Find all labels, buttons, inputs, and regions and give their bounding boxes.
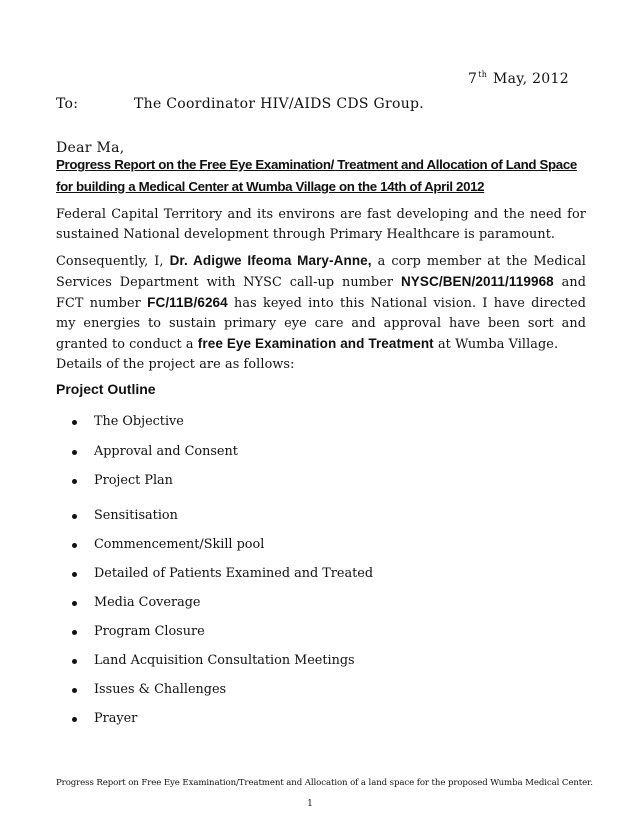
p2-text-c: and FCT number bbox=[56, 275, 587, 311]
date-day: 7 bbox=[468, 71, 478, 87]
callup-number: NYSC/BEN/2011/119968 bbox=[400, 274, 554, 289]
bullet-icon bbox=[72, 717, 77, 722]
recipient: The Coordinator HIV/AIDS CDS Group. bbox=[134, 96, 425, 112]
paragraph-introduction-of-doctor bbox=[56, 251, 586, 355]
list-item-text: Program Closure bbox=[94, 624, 205, 639]
list-item-text: Media Coverage bbox=[94, 595, 201, 610]
fct-number: FC/11B/6264 bbox=[147, 295, 228, 310]
paragraph-intro: Federal Capital Territory and its environs are fast developing and the need for sustained National development through Primary Healthcare is paramount. bbox=[56, 207, 586, 242]
letter-date bbox=[468, 70, 569, 87]
bullet-icon bbox=[72, 450, 77, 455]
project-outline-heading: Project Outline bbox=[56, 381, 156, 397]
list-item-text: Sensitisation bbox=[94, 508, 178, 523]
date-month-year: May, 2012 bbox=[492, 71, 569, 87]
list-item-text: Land Acquisition Consultation Meetings bbox=[94, 653, 355, 668]
paragraph-details: Details of the project are as follows: bbox=[56, 357, 295, 372]
bullet-icon bbox=[72, 479, 77, 484]
p2-text-d: has keyed into this National vision. I have directed my energies to sustain primary eye care and approval have been sort and granted to conduct a bbox=[56, 296, 586, 352]
list-item-text: Detailed of Patients Examined and Treated bbox=[94, 566, 374, 581]
list-item-text: Commencement/Skill pool bbox=[94, 537, 265, 552]
bullet-icon bbox=[72, 514, 77, 519]
bullet-icon bbox=[72, 688, 77, 693]
page-footer: Progress Report on Free Eye Examination/Treatment and Allocation of a land space for the proposed Wumba Medical Center. bbox=[56, 778, 593, 788]
doctor-name: Dr. Adigwe Ifeoma Mary-Anne, bbox=[169, 253, 372, 268]
subject-line: Progress Report on the Free Eye Examination/ Treatment and Allocation of Land Space for building a Medical Center at Wumba Village on the 14th of April 2012 bbox=[56, 157, 577, 194]
date-suffix: th bbox=[478, 70, 488, 79]
list-item-text: Project Plan bbox=[94, 473, 173, 488]
bullet-icon bbox=[72, 543, 77, 548]
p2-text-e: at Wumba Village. bbox=[433, 337, 559, 352]
bullet-icon bbox=[72, 659, 77, 664]
p2-text-a: Consequently, I, bbox=[56, 254, 170, 269]
recipient-line bbox=[56, 96, 586, 112]
free-eye-exam: free Eye Examination and Treatment bbox=[197, 336, 434, 351]
to-label: To: bbox=[56, 96, 79, 112]
bullet-icon bbox=[72, 572, 77, 577]
salutation: Dear Ma, bbox=[56, 140, 125, 156]
page-number: 1 bbox=[307, 799, 313, 809]
bullet-icon bbox=[72, 420, 77, 425]
list-item-text: Prayer bbox=[94, 711, 138, 726]
bullet-icon bbox=[72, 601, 77, 606]
bullet-icon bbox=[72, 630, 77, 635]
list-item-text: Issues & Challenges bbox=[94, 682, 227, 697]
p2-text-b: a corp member at the Medical Services Department with NYSC call-up number bbox=[56, 254, 587, 290]
list-item-text: Approval and Consent bbox=[94, 444, 238, 459]
list-item-text: The Objective bbox=[94, 414, 184, 429]
